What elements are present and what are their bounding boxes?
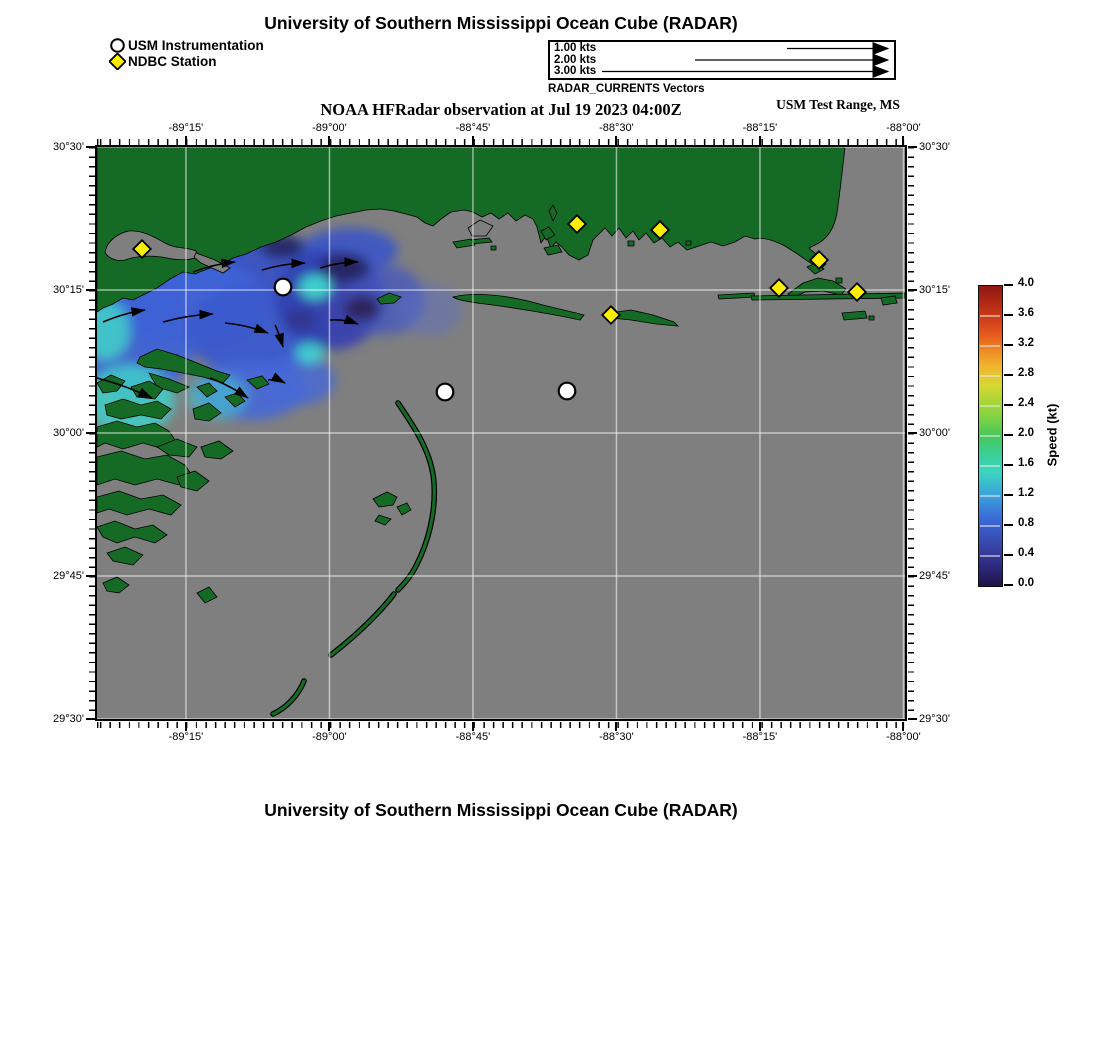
right-major-tick: [908, 432, 917, 434]
vector-scale-label-1: 1.00 kts: [554, 42, 597, 54]
legend-row-usm: [109, 37, 264, 53]
left-major-tick: [86, 575, 95, 577]
lon-tick-label-bottom: -89°15': [168, 731, 204, 743]
colorbar-tick-label: 0.0: [1018, 577, 1034, 589]
colorbar-axis-label: Speed (kt): [1044, 403, 1060, 467]
top-major-tick: [759, 136, 761, 145]
lat-tick-label-right: 30°15': [919, 283, 950, 296]
colorbar-tick: [1004, 314, 1013, 316]
top-major-tick: [328, 136, 330, 145]
vector-scale-label-2: 2.00 kts: [554, 53, 597, 66]
bottom-major-tick: [615, 722, 617, 731]
vector-scale-box: [548, 40, 896, 80]
colorbar-tick-label: 1.2: [1018, 487, 1034, 499]
top-major-tick: [615, 136, 617, 145]
test-range-label: USM Test Range, MS: [776, 97, 900, 112]
colorbar-tick: [1004, 404, 1013, 406]
left-major-tick: [86, 432, 95, 434]
colorbar-gridline: [980, 555, 1000, 557]
bottom-major-tick: [902, 722, 904, 731]
colorbar-tick: [1004, 584, 1013, 586]
open-circle-icon: [109, 37, 126, 54]
bottom-major-tick: [759, 722, 761, 731]
lon-tick-label-bottom: -88°15': [742, 731, 778, 743]
colorbar-tick: [1004, 434, 1013, 436]
lat-tick-label-right: 30°30': [919, 140, 950, 153]
lon-tick-label-bottom: -88°45': [455, 731, 491, 743]
colorbar-tick-label: 0.8: [1018, 517, 1034, 529]
lat-tick-label-right: 29°30': [919, 712, 950, 725]
colorbar-tick: [1004, 284, 1013, 286]
lon-tick-label-top: -89°00': [312, 122, 347, 134]
left-major-tick: [86, 718, 95, 720]
legend-ndbc-label: NDBC Station: [128, 53, 217, 69]
bottom-major-tick: [185, 722, 187, 731]
colorbar-tick-label: 4.0: [1018, 277, 1034, 289]
colorbar-tick: [1004, 344, 1013, 346]
lon-tick-label-bottom: -89°00': [312, 731, 347, 743]
lon-tick-label-top: -88°15': [742, 122, 778, 134]
vector-scale-arrows: [550, 42, 894, 78]
colorbar-tick-label: 2.8: [1018, 367, 1034, 379]
colorbar-gridline: [980, 495, 1000, 497]
yellow-diamond-icon: [109, 53, 126, 70]
colorbar-gridline: [980, 525, 1000, 527]
vector-scale-caption: RADAR_CURRENTS Vectors: [548, 83, 705, 95]
lon-tick-label-top: -88°45': [455, 122, 491, 134]
colorbar-gridline: [980, 345, 1000, 347]
colorbar-tick-label: 1.6: [1018, 457, 1034, 469]
right-major-tick: [908, 146, 917, 148]
bottom-minor-ticks: [97, 722, 905, 728]
colorbar-gridline: [980, 405, 1000, 407]
vector-scale-label-3: 3.00 kts: [554, 65, 597, 77]
left-major-tick: [86, 146, 95, 148]
colorbar-gridline: [980, 435, 1000, 437]
lat-tick-label-left: 30°15': [53, 283, 84, 296]
right-major-tick: [908, 575, 917, 577]
bottom-major-tick: [328, 722, 330, 731]
colorbar-tick-label: 2.4: [1018, 397, 1034, 409]
left-major-tick: [86, 289, 95, 291]
colorbar-gridline: [980, 465, 1000, 467]
top-minor-ticks: [97, 139, 905, 145]
top-major-tick: [185, 136, 187, 145]
observation-subtitle: NOAA HFRadar observation at Jul 19 2023 04:00Z: [320, 100, 682, 119]
right-major-tick: [908, 718, 917, 720]
lat-tick-label-left: 30°00': [53, 426, 84, 439]
lon-tick-label-bottom: -88°30': [599, 731, 634, 743]
lat-tick-label-right: 30°00': [919, 426, 950, 439]
colorbar-gridline: [980, 375, 1000, 377]
figure-title-top: University of Southern Mississippi Ocean Cube (RADAR): [264, 13, 738, 33]
lon-tick-label-top: -88°30': [599, 122, 634, 134]
right-major-tick: [908, 289, 917, 291]
colorbar-tick-label: 2.0: [1018, 427, 1034, 439]
bottom-major-tick: [472, 722, 474, 731]
figure-title-bottom: University of Southern Mississippi Ocean Cube (RADAR): [264, 800, 738, 820]
legend-row-ndbc: [109, 53, 217, 69]
colorbar-tick: [1004, 374, 1013, 376]
colorbar-gridline: [980, 315, 1000, 317]
top-major-tick: [472, 136, 474, 145]
lon-tick-label-top: -89°15': [168, 122, 204, 134]
lat-tick-label-right: 29°45': [919, 569, 950, 582]
colorbar-tick: [1004, 464, 1013, 466]
colorbar-tick-label: 3.6: [1018, 307, 1034, 319]
lat-tick-label-left: 30°30': [53, 140, 84, 153]
top-major-tick: [902, 136, 904, 145]
map-frame: [95, 145, 907, 721]
colorbar-tick-label: 0.4: [1018, 547, 1034, 559]
legend-usm-label: USM Instrumentation: [128, 37, 264, 53]
lon-tick-label-bottom: -88°00': [886, 731, 921, 743]
lat-tick-label-left: 29°45': [53, 569, 84, 582]
colorbar-tick: [1004, 524, 1013, 526]
lat-tick-label-left: 29°30': [53, 712, 84, 725]
colorbar-tick-label: 3.2: [1018, 337, 1034, 349]
colorbar-tick: [1004, 494, 1013, 496]
colorbar-tick: [1004, 554, 1013, 556]
lon-tick-label-top: -88°00': [886, 122, 921, 134]
